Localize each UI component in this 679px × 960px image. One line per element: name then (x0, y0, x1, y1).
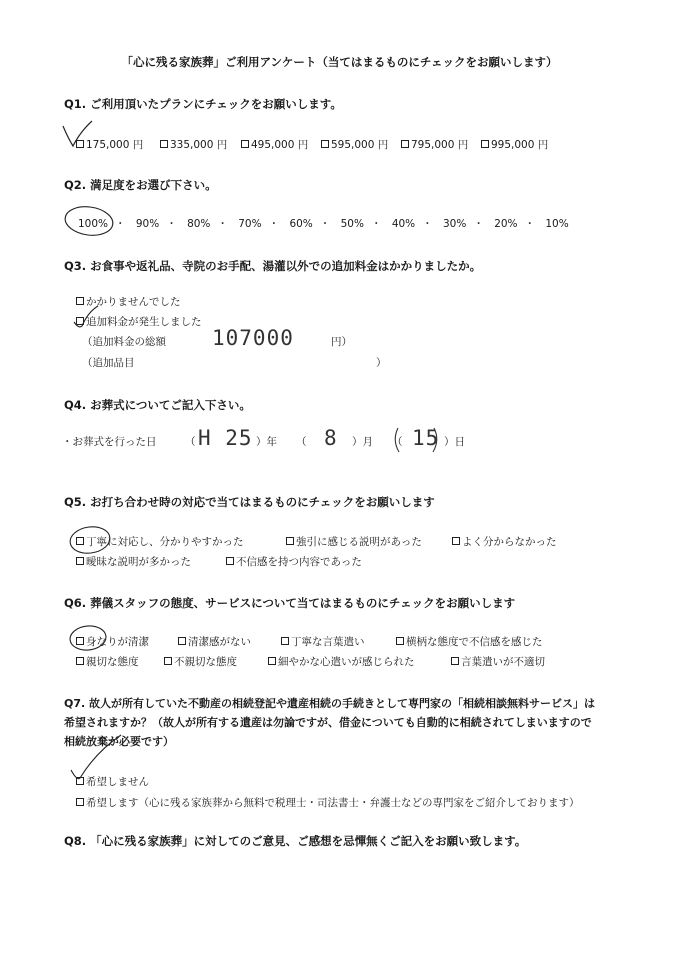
q1-option-335000[interactable]: 335,000 円 (160, 137, 227, 152)
q1-option-175000[interactable]: 175,000 円 (76, 137, 143, 152)
q6-option-unclean[interactable]: 清潔感がない (178, 634, 251, 649)
q5-option-unclear[interactable]: よく分からなかった (452, 534, 557, 549)
checkbox-icon (321, 140, 329, 148)
checkbox-icon (268, 657, 276, 665)
q2-option-90[interactable]: 90% (135, 218, 160, 230)
checkbox-icon (226, 557, 234, 565)
q4-question: Q4. お葬式についてご記入下さい。 (64, 398, 251, 412)
q3-items-close: ） (376, 357, 387, 369)
q6-option-polite-speech[interactable]: 丁寧な言葉遣い (281, 634, 365, 649)
q4-date-label: ・お葬式を行った日 (62, 436, 157, 448)
q4-era-year[interactable]: H 25 (198, 426, 253, 450)
checkbox-icon (396, 637, 404, 645)
q6-option-kind[interactable]: 親切な態度 (76, 654, 139, 669)
checkbox-icon (286, 537, 294, 545)
q4-day-unit: ）日 (444, 436, 465, 448)
q2-option-80[interactable]: 80% (187, 218, 211, 230)
q1-option-795000[interactable]: 795,000 円 (401, 137, 468, 152)
checkbox-icon (160, 140, 168, 148)
checkbox-icon (401, 140, 409, 148)
q3-total-value[interactable]: 107000 (212, 326, 294, 350)
checkbox-icon (76, 777, 84, 785)
q6-question: Q6. 葬儀スタッフの態度、サービスについて当てはまるものにチェックをお願いします (64, 596, 516, 610)
q3-items-label: （追加品目 (82, 357, 135, 369)
q2-option-70[interactable]: 70% (238, 218, 262, 230)
q2-option-40[interactable]: 40% (391, 218, 416, 230)
q7-option-no[interactable]: 希望しません (76, 774, 149, 789)
q4-paren: （ (392, 436, 403, 448)
q6-option-arrogant[interactable]: 横柄な態度で不信感を感じた (396, 634, 543, 649)
q2-option-100[interactable]: 100% (78, 218, 109, 230)
q3-total-label: （追加料金の総額 (82, 336, 166, 348)
q4-paren: （ (185, 436, 196, 448)
checkbox-icon (76, 140, 84, 148)
q4-month-unit: ）月 (352, 436, 373, 448)
q6-option-unkind[interactable]: 不親切な態度 (164, 654, 237, 669)
checkbox-icon (76, 637, 84, 645)
q2-question: Q2. 満足度をお選び下さい。 (64, 178, 217, 192)
q3-option-none[interactable]: かかりませんでした (76, 294, 181, 309)
q7-question-line1: Q7. 故人が所有していた不動産の相続登記や遺産相続の手続きとして専門家の「相続相談無料サービス」は (64, 697, 596, 710)
checkbox-icon (451, 657, 459, 665)
q1-option-995000[interactable]: 995,000 円 (481, 137, 548, 152)
checkbox-icon (481, 140, 489, 148)
q5-option-polite[interactable]: 丁寧に対応し、分かりやすかった (76, 534, 244, 549)
checkbox-icon (76, 798, 84, 806)
checkbox-icon (178, 637, 186, 645)
q2-option-20[interactable]: 20% (494, 218, 518, 230)
checkbox-icon (281, 637, 289, 645)
q1-option-495000[interactable]: 495,000 円 (241, 137, 308, 152)
q4-paren: （ (296, 436, 307, 448)
q7-question-line3: 相続放棄が必要です） (64, 735, 174, 748)
q5-option-pushy[interactable]: 強引に感じる説明があった (286, 534, 422, 549)
q2-option-50[interactable]: 50% (340, 218, 364, 230)
q8-question: Q8. 「心に残る家族葬」に対してのご意見、ご感想を忌憚無くご記入をお願い致します。 (64, 834, 527, 848)
page-title: 「心に残る家族葬」ご利用アンケート（当てはまるものにチェックをお願いします） (121, 55, 558, 69)
q2-satisfaction-scale: 100% ・ 90% ・ 80% ・ 70% ・ 60% ・ 50% ・ 40% ・ 30% ・ 20% ・ 10% (78, 218, 569, 230)
checkbox-icon (76, 297, 84, 305)
q5-option-distrust[interactable]: 不信感を持つ内容であった (226, 554, 362, 569)
checkbox-icon (76, 657, 84, 665)
checkbox-icon (76, 317, 84, 325)
q6-option-neat[interactable]: 身なりが清潔 (76, 634, 149, 649)
q1-option-595000[interactable]: 595,000 円 (321, 137, 388, 152)
q6-option-improper-speech[interactable]: 言葉遣いが不適切 (451, 654, 545, 669)
q7-question-line2: 希望されますか？（故人が所有する遺産は勿論ですが、借金についても自動的に相続されてしまいますので (64, 716, 592, 729)
q5-option-vague[interactable]: 曖昧な説明が多かった (76, 554, 191, 569)
q3-total-unit: 円） (331, 336, 352, 348)
checkbox-icon (76, 557, 84, 565)
checkbox-icon (76, 537, 84, 545)
checkbox-icon (241, 140, 249, 148)
q2-option-30[interactable]: 30% (443, 218, 467, 230)
q3-option-extra[interactable]: 追加料金が発生しました (76, 314, 202, 329)
q4-day[interactable]: 15 (412, 426, 440, 450)
q6-option-considerate[interactable]: 細やかな心遣いが感じられた (268, 654, 415, 669)
q3-question: Q3. お食事や返礼品、寺院のお手配、湯灌以外での追加料金はかかりましたか。 (64, 259, 482, 273)
q2-option-60[interactable]: 60% (289, 218, 313, 230)
q4-year-unit: ）年 (256, 436, 277, 448)
q1-question: Q1. ご利用頂いたプランにチェックをお願いします。 (64, 97, 342, 111)
q7-option-yes[interactable]: 希望します（心に残る家族葬から無料で税理士・司法書士・弁護士などの専門家をご紹介しております） (76, 795, 580, 810)
q4-month[interactable]: 8 (324, 426, 338, 450)
checkbox-icon (164, 657, 172, 665)
checkbox-icon (452, 537, 460, 545)
q5-question: Q5. お打ち合わせ時の対応で当てはまるものにチェックをお願いします (64, 495, 435, 509)
q2-option-10[interactable]: 10% (545, 218, 569, 230)
